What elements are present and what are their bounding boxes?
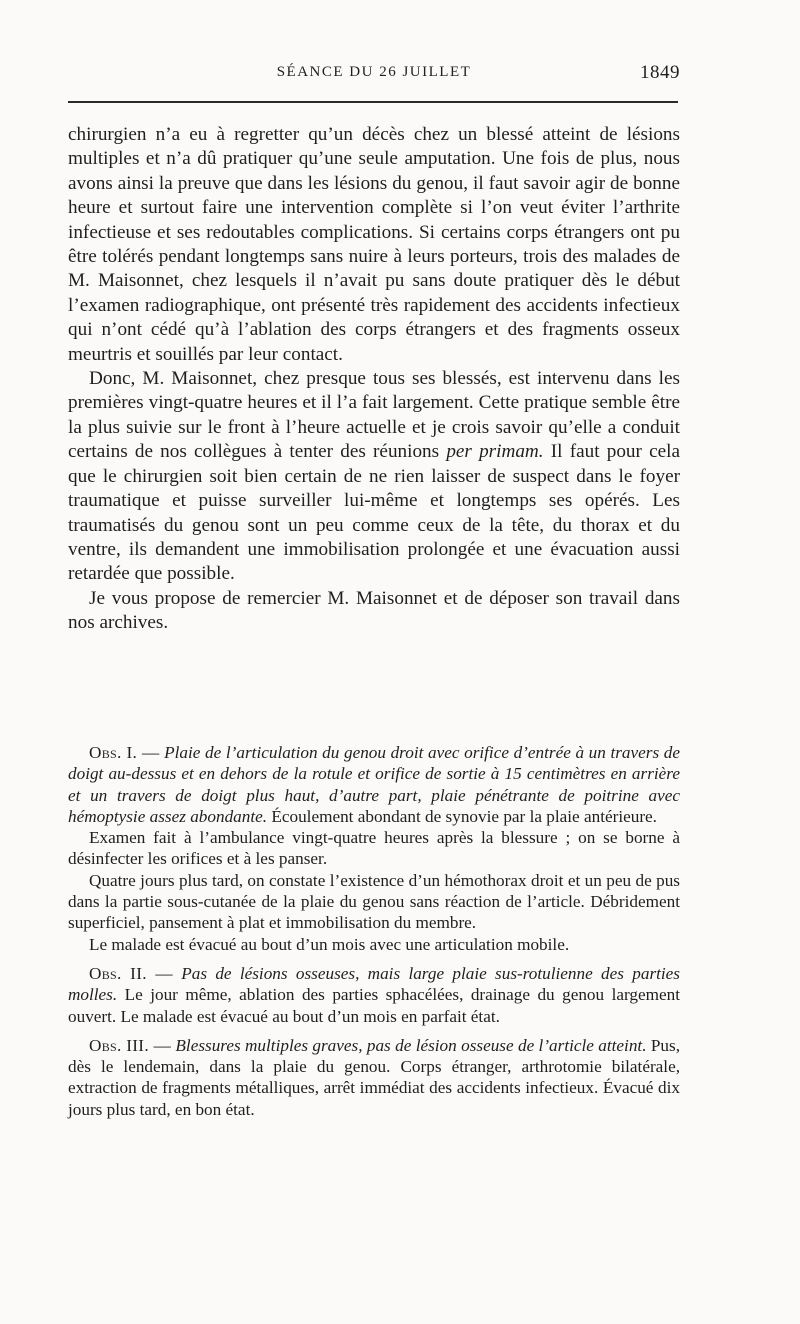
observation-1-text: Écoulement abondant de synovie par la plaie antérieure. [267, 806, 657, 826]
latin-phrase: per primam. [446, 441, 544, 463]
body-paragraph-1: chirurgien n’a eu à regretter qu’un décès chez un blessé atteint de lésions multiples et n’a dû pratiquer qu’une seule amputation. Une fois de plus, nous avons ainsi la preuve que dans les lésions du genou, il faut savoir agir de bonne heure et surtout faire une intervention complète si l’on veut éviter l’arthrite infectieuse et ses redoutables complications. Si certains corps étrangers ont pu être tolérés pendant longtemps sans nuire à leurs porteurs, trois des malades de M. Maisonnet, chez lesquels il n’avait pu sans doute pratiquer dès le début l’examen radiographique, ont présenté très rapidement des accidents infectieux qui n’ont cédé qu’à l’ablation des corps étrangers et des fragments osseux meurtris et souillés par leur contact. [68, 124, 680, 365]
body-text [68, 123, 680, 636]
observation-1 [68, 742, 680, 827]
observation-1-title: Plaie de l’articulation du genou droit avec orifice d’entrée à un travers de doigt au-dessus et en dehors de la rotule et orifice de sortie à 15 centimètres en arrière et un travers de doigt plus haut, d’autre part, plaie pénétrante de poitrine avec hémoptysie assez abondante. [68, 743, 681, 826]
observation-2 [68, 963, 680, 1027]
observation-2-text: Le jour même, ablation des parties sphacélées, drainage du genou largement ouvert. Le malade est évacué au bout d’un mois en parfait état. [68, 985, 680, 1026]
observation-1-paragraph-2: Examen fait à l’ambulance vingt-quatre heures après la blessure ; on se borne à désinfecter les orifices et à les panser. [68, 828, 680, 869]
body-paragraph-2-start: Donc, M. Maisonnet, chez presque tous ses blessés, est intervenu dans les premières vingt-quatre heures et il l’a fait largement. Cette pratique semble être la plus suivie sur le front à l’heure actuelle et je crois savoir qu’elle a conduit certains de nos collègues à tenter des réunions [68, 368, 680, 463]
observation-3 [68, 1035, 680, 1120]
observation-3-text: Pus, dès le lendemain, dans la plaie du genou. Corps étranger, arthrotomie bilatérale, extraction de fragments métalliques, arrêt immédiat des accidents infectieux. Évacué dix jours plus tard, en bon état. [68, 1035, 680, 1119]
observation-1-paragraph-4: Le malade est évacué au bout d’un mois avec une articulation mobile. [89, 934, 570, 954]
running-title: SÉANCE DU 26 JUILLET [276, 64, 472, 80]
observation-1-paragraph-3: Quatre jours plus tard, on constate l’existence d’un hémothorax droit et un peu de pus dans la partie sous-cutanée de la plaie du genou sans réaction de l’article. Débridement superficiel, pansement à plat et immobilisation du membre. [68, 870, 680, 933]
body-paragraph-2 [68, 367, 680, 587]
header-rule [68, 101, 678, 103]
page-header [68, 62, 680, 90]
observation-1-label: Obs. I. — [89, 743, 160, 762]
observations [68, 742, 680, 1120]
observation-3-title: Blessures multiples graves, pas de lésion osseuse de l’article atteint. [175, 1035, 647, 1055]
body-paragraph-2-end: Il faut pour cela que le chirurgien soit bien certain de ne rien laisser de suspect dans le foyer traumatique et puisse surveiller lui-même et longtemps ses opérés. Les traumatisés du genou sont un peu comme ceux de la tête, du thorax et du ventre, ils demandent une immobilisation prolongée et une évacuation aussi retardée que possible. [68, 441, 680, 585]
body-paragraph-3: Je vous propose de remercier M. Maisonnet et de déposer son travail dans nos archives. [68, 587, 680, 634]
page-number: 1849 [640, 62, 680, 83]
observation-2-label: Obs. II. — [89, 963, 173, 983]
observation-2-title: Pas de lésions osseuses, mais large plaie sus-rotulienne des parties molles. [68, 963, 680, 1005]
observation-3-label: Obs. III. — [89, 1035, 172, 1055]
